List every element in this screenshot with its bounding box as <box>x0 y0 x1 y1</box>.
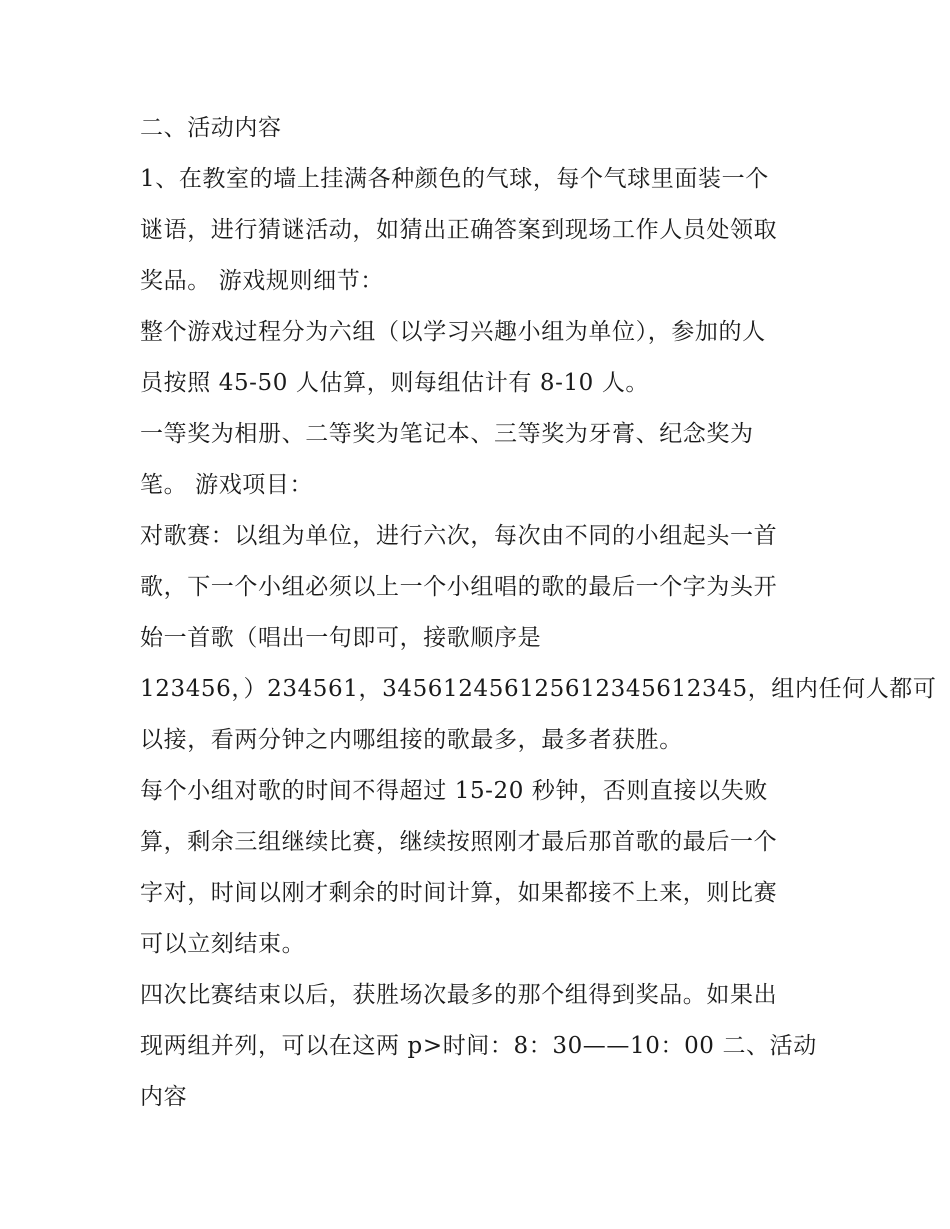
text-line: 123456，）234561，345612456125612345612345，组内任何人都可 <box>140 676 937 702</box>
text-line: 整个游戏过程分为六组（以学习兴趣小组为单位），参加的人 <box>140 319 766 345</box>
text-line: 笔。 游戏项目： <box>140 472 314 498</box>
text-line: 每个小组对歌的时间不得超过 15-20 秒钟，否则直接以失败 <box>140 778 768 804</box>
text-line: 四次比赛结束以后，获胜场次最多的那个组得到奖品。如果出 <box>140 982 778 1008</box>
text-line: 一等奖为相册、二等奖为笔记本、三等奖为牙膏、纪念奖为 <box>140 421 754 447</box>
text-line: 算，剩余三组继续比赛，继续按照刚才最后那首歌的最后一个 <box>140 829 778 855</box>
text-line: 字对，时间以刚才剩余的时间计算，如果都接不上来，则比赛 <box>140 880 778 906</box>
text-line: 1、在教室的墙上挂满各种颜色的气球，每个气球里面装一个 <box>140 166 769 192</box>
section-heading: 二、活动内容 <box>140 115 282 141</box>
text-line: 以接，看两分钟之内哪组接的歌最多，最多者获胜。 <box>140 727 683 753</box>
text-line: 歌，下一个小组必须以上一个小组唱的歌的最后一个字为头开 <box>140 574 778 600</box>
text-line: 奖品。 游戏规则细节： <box>140 268 384 294</box>
text-line: 内容 <box>140 1084 188 1110</box>
text-line: 员按照 45-50 人估算，则每组估计有 8-10 人。 <box>140 370 650 396</box>
text-line: 现两组并列，可以在这两 p>时间：8：30——10：00 二、活动 <box>140 1033 817 1059</box>
text-line: 始一首歌（唱出一句即可，接歌顺序是 <box>140 625 542 651</box>
document-body <box>140 103 937 1123</box>
text-line: 可以立刻结束。 <box>140 931 306 957</box>
text-line: 对歌赛：以组为单位，进行六次，每次由不同的小组起头一首 <box>140 523 778 549</box>
text-line: 谜语，进行猜谜活动，如猜出正确答案到现场工作人员处领取 <box>140 217 778 243</box>
